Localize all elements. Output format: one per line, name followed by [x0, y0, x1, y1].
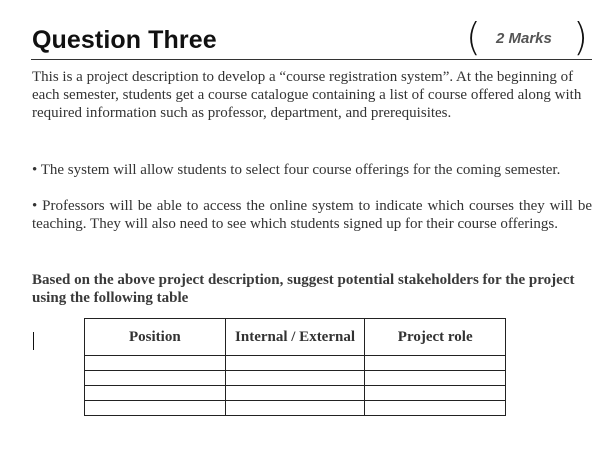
table-header-row: [85, 319, 506, 356]
table-row: [85, 386, 506, 401]
stakeholder-table: [84, 318, 506, 416]
right-bracket-icon: ): [573, 15, 588, 59]
table-cell[interactable]: [225, 401, 365, 416]
marks-label: 2 Marks: [496, 30, 552, 47]
column-header-position: Position: [85, 319, 226, 356]
text-cursor[interactable]: [33, 332, 34, 350]
table-cell[interactable]: [85, 401, 226, 416]
table-cell[interactable]: [85, 356, 226, 371]
table-cell[interactable]: [85, 371, 226, 386]
task-instruction: Based on the above project description, suggest potential stakeholders for the project using the following table: [32, 272, 575, 306]
table-row: [85, 401, 506, 416]
column-header-internal-external: Internal / External: [225, 319, 365, 356]
question-title: Question Three: [32, 26, 217, 54]
table-cell[interactable]: [365, 401, 506, 416]
table-cell[interactable]: [365, 386, 506, 401]
table-row: [85, 371, 506, 386]
bullet-professors: • Professors will be able to access the online system to indicate which courses they will be teaching. They will also need to see which students signed up for their course offerings.: [32, 198, 592, 232]
table-cell[interactable]: [365, 371, 506, 386]
table-cell[interactable]: [225, 356, 365, 371]
table-cell[interactable]: [365, 356, 506, 371]
table-cell[interactable]: [85, 386, 226, 401]
left-bracket-icon: (: [466, 15, 481, 59]
column-header-project-role: Project role: [365, 319, 506, 356]
project-description: This is a project description to develop a “course registration system”. At the beginning of each semester, students get a course catalogue containing a list of course offered along with required information such as professor, department, and prerequisites.: [32, 69, 582, 121]
bullet-students: • The system will allow students to select four course offerings for the coming semester.: [32, 162, 561, 178]
table-cell[interactable]: [225, 386, 365, 401]
heading-underline: [31, 59, 592, 60]
table-cell[interactable]: [225, 371, 365, 386]
marks-badge: [466, 15, 590, 59]
table-row: [85, 356, 506, 371]
